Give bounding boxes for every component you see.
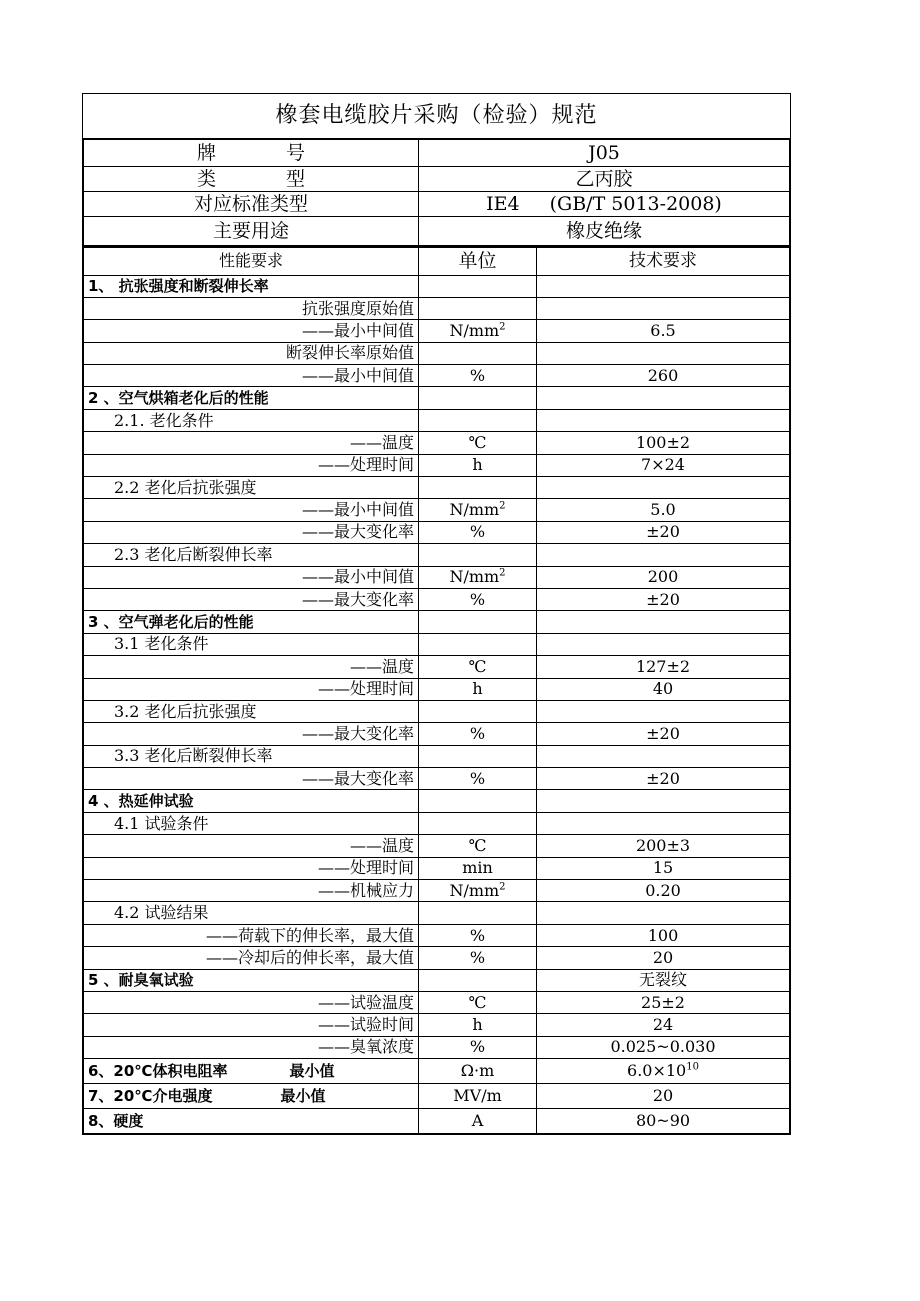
requirement-value: 6.5 [650, 320, 676, 340]
requirement-cell [537, 1059, 790, 1084]
unit-cell [419, 723, 537, 745]
unit-text: % [469, 768, 486, 788]
requirement-value: 25±2 [641, 992, 685, 1012]
performance-cell [84, 1059, 419, 1084]
requirement-cell [537, 633, 790, 655]
performance-cell [84, 768, 419, 790]
performance-cell [84, 387, 419, 409]
unit-cell [419, 477, 537, 499]
requirement-cell [537, 588, 790, 610]
requirement-value: 200±3 [635, 835, 691, 855]
unit-text: N/mm [449, 567, 500, 587]
unit-cell [419, 588, 537, 610]
performance-label: ——试验时间 [317, 1015, 414, 1035]
unit-cell [419, 924, 537, 946]
requirement-cell [537, 275, 790, 297]
performance-label: 2 、空气烘箱老化后的性能 [88, 389, 269, 408]
value-superscript: 10 [686, 1061, 699, 1073]
unit-cell [419, 678, 537, 700]
performance-cell [84, 812, 419, 834]
performance-cell [84, 611, 419, 633]
requirement-cell [537, 1084, 790, 1109]
performance-cell [84, 432, 419, 454]
usage-value: 橡皮绝缘 [419, 217, 790, 246]
performance-label: 3.3 老化后断裂伸长率 [114, 746, 273, 766]
performance-label: ——最小中间值 [301, 567, 414, 587]
requirement-value: 260 [647, 365, 679, 385]
performance-cell [84, 633, 419, 655]
performance-label: 8、硬度 [88, 1112, 144, 1131]
performance-cell [84, 544, 419, 566]
table-row [84, 723, 790, 745]
unit-cell [419, 432, 537, 454]
table-row [84, 924, 790, 946]
column-header-unit: 单位 [419, 247, 537, 275]
requirement-value: ±20 [646, 724, 680, 743]
unit-cell [419, 812, 537, 834]
unit-text: h [472, 455, 483, 475]
header-row-standard [84, 192, 790, 217]
table-row [84, 342, 790, 364]
requirement-cell [537, 454, 790, 476]
requirement-cell [537, 1036, 790, 1058]
table-row [84, 700, 790, 722]
table-row [84, 902, 790, 924]
requirement-value: 6.0×10 [627, 1061, 687, 1081]
performance-label: 断裂伸长率原始值 [285, 343, 414, 363]
unit-cell [419, 1014, 537, 1036]
performance-cell [84, 969, 419, 991]
unit-text: A [471, 1111, 484, 1131]
unit-text: % [469, 925, 486, 945]
performance-cell [84, 477, 419, 499]
performance-qualifier: 最小值 [280, 1087, 326, 1106]
performance-cell [84, 521, 419, 543]
performance-label: ——处理时间 [317, 679, 414, 699]
requirement-value: 127±2 [635, 656, 691, 676]
requirement-value: 15 [652, 858, 674, 878]
requirement-cell [537, 365, 790, 387]
performance-qualifier: 最小值 [289, 1062, 335, 1081]
unit-cell [419, 320, 537, 342]
table-row [84, 432, 790, 454]
requirement-value: 200 [647, 567, 679, 587]
unit-cell [419, 880, 537, 902]
requirement-value: 40 [652, 679, 674, 699]
table-row [84, 656, 790, 678]
unit-cell [419, 297, 537, 319]
performance-cell [84, 365, 419, 387]
requirements-table [83, 247, 790, 1135]
table-row [84, 1014, 790, 1036]
unit-cell [419, 611, 537, 633]
performance-label: ——最小中间值 [301, 320, 414, 340]
performance-cell [84, 1084, 419, 1109]
performance-cell [84, 1036, 419, 1058]
requirement-cell [537, 992, 790, 1014]
performance-label: ——最大变化率 [301, 589, 414, 609]
requirement-value: 0.025~0.030 [610, 1037, 716, 1057]
unit-cell [419, 454, 537, 476]
unit-cell [419, 566, 537, 588]
table-row [84, 499, 790, 521]
table-row [84, 678, 790, 700]
performance-label: ——最小中间值 [301, 500, 414, 520]
performance-cell [84, 1109, 419, 1134]
table-row [84, 880, 790, 902]
table-row [84, 745, 790, 767]
requirement-value: 0.20 [645, 880, 681, 900]
unit-cell [419, 857, 537, 879]
performance-label: ——冷却后的伸长率，最大值 [205, 947, 414, 967]
performance-cell [84, 297, 419, 319]
performance-label: 4 、热延伸试验 [88, 792, 194, 811]
performance-label: 4.2 试验结果 [114, 903, 209, 923]
performance-label: ——温度 [349, 656, 414, 676]
unit-text: % [469, 1037, 486, 1057]
performance-label: ——处理时间 [317, 455, 414, 475]
requirement-cell [537, 499, 790, 521]
unit-cell [419, 342, 537, 364]
unit-cell [419, 387, 537, 409]
performance-label: 1、 抗张强度和断裂伸长率 [88, 277, 269, 296]
table-row [84, 588, 790, 610]
table-row [84, 992, 790, 1014]
unit-cell [419, 790, 537, 812]
unit-superscript: 2 [499, 321, 506, 333]
type-value: 乙丙胶 [419, 167, 790, 192]
performance-label: ——温度 [349, 432, 414, 452]
performance-label: 7、20℃介电强度 [88, 1087, 213, 1106]
performance-cell [84, 566, 419, 588]
unit-cell [419, 947, 537, 969]
column-header-requirement: 技术要求 [537, 247, 790, 275]
unit-text: MV/m [453, 1086, 502, 1106]
table-row [84, 969, 790, 991]
performance-label: 2.1. 老化条件 [114, 410, 214, 430]
requirement-cell [537, 678, 790, 700]
performance-cell [84, 700, 419, 722]
requirement-value: 100±2 [635, 432, 691, 452]
brand-value: J05 [419, 140, 790, 167]
table-row [84, 1084, 790, 1109]
performance-cell [84, 1014, 419, 1036]
requirement-cell [537, 342, 790, 364]
performance-cell [84, 924, 419, 946]
table-row [84, 521, 790, 543]
requirement-value: 24 [652, 1015, 674, 1035]
requirement-cell [537, 656, 790, 678]
usage-label: 主要用途 [84, 217, 419, 246]
performance-cell [84, 409, 419, 431]
performance-label: ——臭氧浓度 [317, 1037, 414, 1057]
type-label: 类 型 [84, 167, 419, 192]
unit-text: ℃ [468, 432, 487, 452]
unit-text: % [469, 589, 486, 609]
unit-cell [419, 1036, 537, 1058]
requirement-cell [537, 432, 790, 454]
requirement-value: ±20 [646, 589, 680, 609]
requirement-cell [537, 947, 790, 969]
requirement-cell [537, 723, 790, 745]
table-row [84, 812, 790, 834]
unit-cell [419, 275, 537, 297]
requirement-cell [537, 969, 790, 991]
performance-cell [84, 678, 419, 700]
performance-cell [84, 835, 419, 857]
table-row [84, 1109, 790, 1134]
performance-label: ——机械应力 [317, 880, 414, 900]
requirement-value: ±20 [646, 768, 680, 788]
table-row [84, 454, 790, 476]
unit-cell [419, 1109, 537, 1134]
requirement-cell [537, 566, 790, 588]
unit-cell [419, 902, 537, 924]
standard-label: 对应标准类型 [84, 192, 419, 217]
performance-cell [84, 499, 419, 521]
unit-text: h [472, 1015, 483, 1035]
performance-label: 3.1 老化条件 [114, 634, 209, 654]
performance-label: 2.2 老化后抗张强度 [114, 477, 257, 497]
requirement-value: 无裂纹 [638, 970, 687, 990]
performance-cell [84, 588, 419, 610]
performance-cell [84, 857, 419, 879]
requirement-cell [537, 857, 790, 879]
unit-cell [419, 365, 537, 387]
requirement-value: 20 [652, 1086, 674, 1106]
unit-cell [419, 499, 537, 521]
table-row [84, 1059, 790, 1084]
header-table [83, 139, 790, 247]
performance-cell [84, 320, 419, 342]
requirement-cell [537, 700, 790, 722]
performance-label: 2.3 老化后断裂伸长率 [114, 544, 273, 564]
performance-cell [84, 992, 419, 1014]
performance-cell [84, 947, 419, 969]
performance-label: ——最大变化率 [301, 724, 414, 743]
performance-cell [84, 656, 419, 678]
table-row [84, 857, 790, 879]
unit-text: N/mm [449, 880, 500, 900]
performance-label: ——最大变化率 [301, 522, 414, 542]
performance-cell [84, 790, 419, 812]
performance-label: 3 、空气弹老化后的性能 [88, 613, 254, 632]
performance-label: 5 、耐臭氧试验 [88, 971, 194, 990]
unit-cell [419, 409, 537, 431]
table-row [84, 477, 790, 499]
unit-text: % [469, 724, 486, 743]
performance-label: 抗张强度原始值 [301, 298, 414, 318]
performance-label: 4.1 试验条件 [114, 813, 209, 833]
unit-cell [419, 969, 537, 991]
column-header-row [84, 247, 790, 275]
unit-cell [419, 835, 537, 857]
requirement-cell [537, 1014, 790, 1036]
unit-cell [419, 1059, 537, 1084]
requirement-cell [537, 835, 790, 857]
table-row [84, 297, 790, 319]
requirement-cell [537, 768, 790, 790]
unit-cell [419, 633, 537, 655]
table-row [84, 387, 790, 409]
unit-cell [419, 656, 537, 678]
unit-cell [419, 1084, 537, 1109]
brand-label: 牌 号 [84, 140, 419, 167]
unit-text: Ω·m [460, 1061, 495, 1081]
requirement-cell [537, 924, 790, 946]
table-row [84, 611, 790, 633]
requirement-value: 5.0 [650, 500, 676, 520]
performance-cell [84, 880, 419, 902]
requirement-cell [537, 521, 790, 543]
performance-cell [84, 723, 419, 745]
requirement-cell [537, 745, 790, 767]
table-row [84, 1036, 790, 1058]
requirement-value: ±20 [646, 522, 680, 542]
performance-cell [84, 275, 419, 297]
unit-text: ℃ [468, 656, 487, 676]
table-row [84, 768, 790, 790]
requirement-cell [537, 297, 790, 319]
performance-label: ——最大变化率 [301, 768, 414, 788]
requirement-cell [537, 409, 790, 431]
unit-cell [419, 700, 537, 722]
requirement-cell [537, 902, 790, 924]
requirement-value: 20 [652, 947, 674, 967]
performance-label: 3.2 老化后抗张强度 [114, 701, 257, 721]
unit-cell [419, 544, 537, 566]
unit-superscript: 2 [499, 500, 506, 512]
unit-cell [419, 768, 537, 790]
spec-sheet [82, 93, 791, 1135]
unit-text: N/mm [449, 320, 500, 340]
performance-label: ——荷载下的伸长率，最大值 [205, 925, 414, 945]
header-row-brand [84, 140, 790, 167]
requirement-cell [537, 880, 790, 902]
table-row [84, 566, 790, 588]
unit-text: ℃ [468, 992, 487, 1012]
header-row-usage [84, 217, 790, 246]
unit-cell [419, 745, 537, 767]
performance-label: ——试验温度 [317, 992, 414, 1012]
unit-text: min [462, 858, 493, 878]
requirement-cell [537, 544, 790, 566]
table-row [84, 365, 790, 387]
requirement-cell [537, 812, 790, 834]
table-row [84, 544, 790, 566]
table-row [84, 320, 790, 342]
unit-text: % [469, 947, 486, 967]
unit-superscript: 2 [499, 881, 506, 893]
table-row [84, 835, 790, 857]
requirement-cell [537, 320, 790, 342]
performance-label: ——最小中间值 [301, 365, 414, 385]
performance-cell [84, 342, 419, 364]
requirement-cell [537, 477, 790, 499]
requirement-value: 7×24 [641, 455, 685, 475]
standard-value: IE4 (GB/T 5013-2008) [419, 192, 790, 217]
requirement-cell [537, 611, 790, 633]
table-row [84, 947, 790, 969]
performance-cell [84, 454, 419, 476]
requirement-cell [537, 1109, 790, 1134]
performance-label: ——处理时间 [317, 858, 414, 878]
requirement-cell [537, 387, 790, 409]
table-row [84, 275, 790, 297]
column-header-performance: 性能要求 [84, 247, 419, 275]
requirement-value: 100 [647, 925, 679, 945]
unit-cell [419, 521, 537, 543]
performance-cell [84, 902, 419, 924]
performance-label: 6、20℃体积电阻率 [88, 1062, 228, 1081]
unit-text: % [469, 365, 486, 385]
requirement-cell [537, 790, 790, 812]
unit-text: h [472, 679, 483, 699]
header-row-type [84, 167, 790, 192]
table-row [84, 409, 790, 431]
table-row [84, 633, 790, 655]
performance-cell [84, 745, 419, 767]
page-title: 橡套电缆胶片采购（检验）规范 [83, 94, 790, 139]
unit-superscript: 2 [499, 567, 506, 579]
unit-text: % [469, 522, 486, 542]
unit-cell [419, 992, 537, 1014]
unit-text: ℃ [468, 835, 487, 855]
table-row [84, 790, 790, 812]
performance-label: ——温度 [349, 835, 414, 855]
requirement-value: 80~90 [635, 1111, 691, 1131]
unit-text: N/mm [449, 500, 500, 520]
